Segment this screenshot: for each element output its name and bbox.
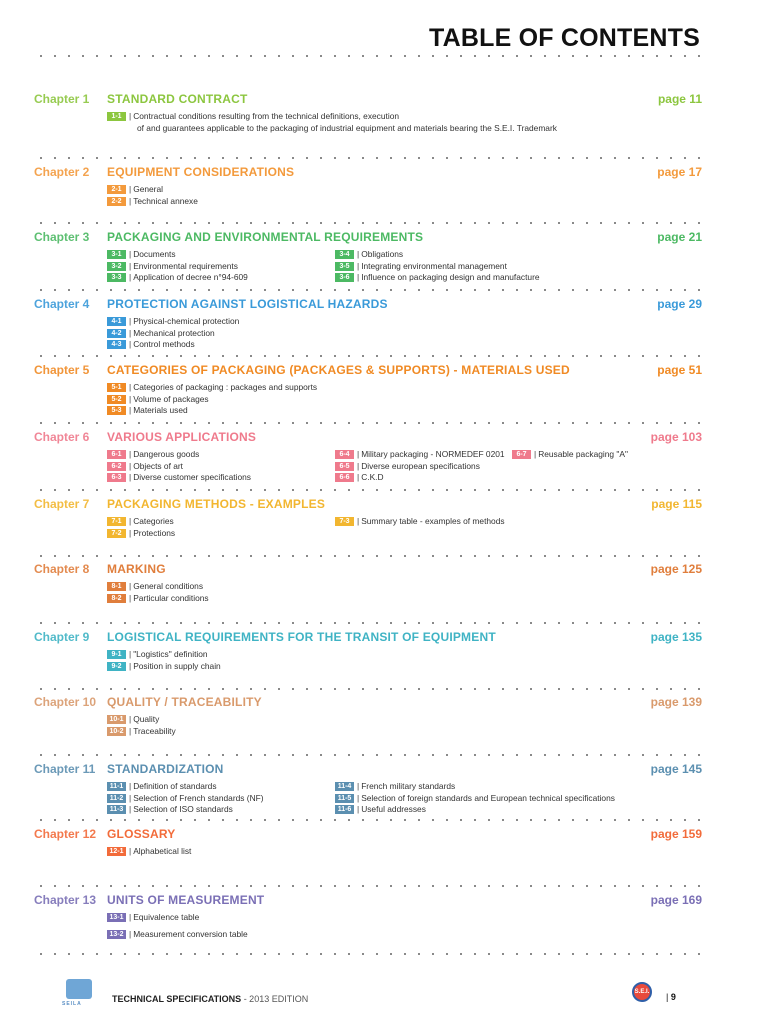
section-item[interactable] xyxy=(107,846,191,857)
section-text: C.K.D xyxy=(361,472,384,482)
section-item[interactable] xyxy=(335,449,505,460)
section-separator: | xyxy=(129,792,132,803)
section-separator: | xyxy=(129,393,132,404)
section-separator: | xyxy=(129,804,132,814)
section-text: Particular conditions xyxy=(133,592,209,603)
section-code-badge: 9-2 xyxy=(107,662,126,671)
chapter-title[interactable]: LOGISTICAL REQUIREMENTS FOR THE TRANSIT OF EQUIPMENT xyxy=(107,630,496,644)
dotted-divider xyxy=(34,289,702,291)
chapter-label: Chapter 6 xyxy=(34,430,90,444)
section-text: Position in supply chain xyxy=(133,660,221,671)
section-separator: | xyxy=(129,339,132,349)
section-item[interactable] xyxy=(107,405,188,416)
publication-title xyxy=(112,994,308,1004)
section-item[interactable] xyxy=(335,781,455,792)
section-text: Categories of packaging : packages and supports xyxy=(133,382,318,392)
section-code-badge: 11-2 xyxy=(107,794,126,803)
section-item[interactable] xyxy=(107,196,198,207)
section-separator: | xyxy=(129,912,132,922)
section-item[interactable] xyxy=(335,249,403,260)
section-code-badge: 11-4 xyxy=(335,782,354,791)
section-text: Traceability xyxy=(133,725,176,736)
seila-logo-text: SEILA xyxy=(62,1001,82,1007)
section-separator: | xyxy=(357,272,360,282)
section-text: Contractual conditions resulting from the technical definitions, execution xyxy=(133,111,400,121)
section-separator: | xyxy=(357,781,360,791)
section-item[interactable] xyxy=(107,461,183,472)
section-text: Integrating environmental management xyxy=(361,260,507,271)
page-title: TABLE OF CONTENTS xyxy=(429,24,700,52)
section-code-badge: 6-4 xyxy=(335,450,354,459)
chapter-title[interactable]: CATEGORIES OF PACKAGING (PACKAGES & SUPPORTS) - MATERIALS USED xyxy=(107,363,570,377)
section-item[interactable] xyxy=(107,328,215,339)
section-separator: | xyxy=(129,249,132,259)
chapter-label: Chapter 1 xyxy=(34,92,90,106)
chapter-title[interactable]: STANDARD CONTRACT xyxy=(107,92,248,106)
section-text: Military packaging - NORMEDEF 0201 xyxy=(361,449,505,459)
section-code-badge: 12-1 xyxy=(107,847,126,856)
chapter-page[interactable]: page 51 xyxy=(657,363,702,377)
section-text: "Logistics" definition xyxy=(133,649,208,659)
section-item[interactable] xyxy=(107,394,209,405)
dotted-divider xyxy=(34,355,702,357)
section-text: Measurement conversion table xyxy=(133,929,248,940)
publication-edition: - 2013 EDITION xyxy=(241,994,309,1004)
section-code-badge: 6-2 xyxy=(107,462,126,471)
section-text: Objects of art xyxy=(133,460,183,471)
section-item[interactable] xyxy=(107,581,203,592)
chapter-label: Chapter 2 xyxy=(34,165,90,179)
section-item[interactable] xyxy=(107,714,159,725)
dotted-divider xyxy=(34,754,702,756)
dotted-divider xyxy=(34,819,702,821)
section-text: Obligations xyxy=(361,249,404,259)
section-text: Control methods xyxy=(133,339,195,349)
section-code-badge: 3-4 xyxy=(335,250,354,259)
chapter-label: Chapter 12 xyxy=(34,827,97,841)
section-separator: | xyxy=(129,111,132,121)
section-item[interactable] xyxy=(107,261,238,272)
section-separator: | xyxy=(129,592,132,603)
section-text: Useful addresses xyxy=(361,804,426,814)
section-separator: | xyxy=(129,781,132,791)
section-text: Selection of foreign standards and European technical specifications xyxy=(361,792,615,803)
dotted-divider xyxy=(34,885,702,887)
dotted-divider xyxy=(34,953,702,955)
section-separator: | xyxy=(357,249,360,259)
section-code-badge: 6-3 xyxy=(107,473,126,482)
section-text: Environmental requirements xyxy=(133,260,238,271)
section-text: General xyxy=(133,184,163,194)
section-text: Quality xyxy=(133,714,160,724)
section-separator: | xyxy=(129,195,132,206)
section-text: General conditions xyxy=(133,581,204,591)
section-item[interactable] xyxy=(107,272,248,283)
chapter-page[interactable]: page 125 xyxy=(650,562,702,576)
section-separator: | xyxy=(129,260,132,271)
section-code-badge: 6-6 xyxy=(335,473,354,482)
section-code-badge: 6-1 xyxy=(107,450,126,459)
section-item[interactable] xyxy=(335,261,507,272)
section-item[interactable] xyxy=(107,804,233,815)
chapter-page[interactable]: page 103 xyxy=(650,430,702,444)
seila-logo-icon xyxy=(66,979,92,999)
section-item[interactable] xyxy=(107,793,264,804)
section-text: Documents xyxy=(133,249,176,259)
sei-logo-icon xyxy=(632,982,652,1002)
dotted-divider xyxy=(34,555,702,557)
section-separator: | xyxy=(129,184,132,194)
section-code-badge: 4-1 xyxy=(107,317,126,326)
page-number-value: 9 xyxy=(670,992,676,1002)
section-text: Dangerous goods xyxy=(133,449,200,459)
chapter-label: Chapter 4 xyxy=(34,297,90,311)
chapter-page[interactable]: page 29 xyxy=(657,297,702,311)
section-item[interactable] xyxy=(107,929,248,940)
section-separator: | xyxy=(129,327,132,338)
dotted-divider xyxy=(34,222,702,224)
section-item[interactable] xyxy=(107,516,174,527)
section-code-badge: 1-1 xyxy=(107,112,126,121)
section-item[interactable] xyxy=(335,472,384,483)
section-separator: | xyxy=(357,516,360,526)
section-text: Alphabetical list xyxy=(133,846,192,856)
section-separator: | xyxy=(357,472,360,482)
section-item[interactable] xyxy=(107,912,199,923)
section-separator: | xyxy=(129,929,132,940)
chapter-title[interactable]: VARIOUS APPLICATIONS xyxy=(107,430,257,444)
section-separator: | xyxy=(129,660,132,671)
section-code-badge: 11-6 xyxy=(335,805,354,814)
section-item[interactable] xyxy=(107,111,399,122)
chapter-page[interactable]: page 139 xyxy=(650,695,702,709)
section-text: Influence on packaging design and manufacture xyxy=(361,272,540,282)
section-item[interactable] xyxy=(335,461,480,472)
section-item[interactable] xyxy=(107,649,208,660)
section-separator: | xyxy=(129,405,132,415)
dotted-divider xyxy=(34,55,702,57)
chapter-label: Chapter 13 xyxy=(34,893,97,907)
chapter-page[interactable]: page 21 xyxy=(657,230,702,244)
section-text: French military standards xyxy=(361,781,456,791)
section-text: Diverse customer specifications xyxy=(133,472,251,482)
section-item[interactable] xyxy=(512,449,628,460)
dotted-divider xyxy=(34,688,702,690)
section-item[interactable] xyxy=(107,316,239,327)
section-separator: | xyxy=(129,649,132,659)
section-item[interactable] xyxy=(107,382,317,393)
chapter-label: Chapter 8 xyxy=(34,562,90,576)
chapter-title[interactable]: UNITS OF MEASUREMENT xyxy=(107,893,265,907)
section-code-badge: 2-2 xyxy=(107,197,126,206)
section-separator: | xyxy=(129,449,132,459)
section-code-badge: 3-6 xyxy=(335,273,354,282)
section-item[interactable] xyxy=(335,804,426,815)
chapter-title[interactable]: STANDARDIZATION xyxy=(107,762,224,776)
chapter-title[interactable]: MARKING xyxy=(107,562,166,576)
chapter-page[interactable]: page 135 xyxy=(650,630,702,644)
chapter-page[interactable]: page 169 xyxy=(650,893,702,907)
section-text: Materials used xyxy=(133,405,188,415)
chapter-title[interactable]: QUALITY / TRACEABILITY xyxy=(107,695,262,709)
section-separator: | xyxy=(534,449,537,459)
section-text: Definition of standards xyxy=(133,781,217,791)
section-separator: | xyxy=(129,725,132,736)
section-separator: | xyxy=(129,581,132,591)
chapter-label: Chapter 11 xyxy=(34,762,96,776)
section-code-badge: 5-2 xyxy=(107,395,126,404)
sei-logo-text: S.E.I. xyxy=(634,989,650,995)
section-text: Protections xyxy=(133,527,176,538)
section-code-badge: 6-5 xyxy=(335,462,354,471)
section-code-badge: 4-3 xyxy=(107,340,126,349)
section-separator: | xyxy=(129,516,132,526)
chapter-title[interactable]: GLOSSARY xyxy=(107,827,176,841)
footer xyxy=(0,975,768,1024)
section-item[interactable] xyxy=(107,449,199,460)
section-code-badge: 11-5 xyxy=(335,794,354,803)
section-item[interactable] xyxy=(107,593,209,604)
section-code-badge: 13-1 xyxy=(107,913,126,922)
section-text: Mechanical protection xyxy=(133,327,215,338)
section-text: Summary table - examples of methods xyxy=(361,516,505,526)
dotted-divider xyxy=(34,489,702,491)
dotted-divider xyxy=(34,157,702,159)
section-item[interactable] xyxy=(107,184,163,195)
section-code-badge: 7-2 xyxy=(107,529,126,538)
dotted-divider xyxy=(34,422,702,424)
section-item[interactable] xyxy=(107,472,251,483)
section-code-badge: 8-2 xyxy=(107,594,126,603)
section-text: Application of decree n°94-609 xyxy=(133,272,248,282)
section-code-badge: 5-1 xyxy=(107,383,126,392)
section-item[interactable] xyxy=(107,726,176,737)
page-number-separator: | xyxy=(666,992,669,1002)
section-code-badge: 2-1 xyxy=(107,185,126,194)
section-text: Selection of French standards (NF) xyxy=(133,792,264,803)
section-text: Selection of ISO standards xyxy=(133,804,233,814)
section-code-badge: 4-2 xyxy=(107,329,126,338)
section-text: Physical-chemical protection xyxy=(133,316,240,326)
section-code-badge: 11-1 xyxy=(107,782,126,791)
section-code-badge: 9-1 xyxy=(107,650,126,659)
section-separator: | xyxy=(129,527,132,538)
chapter-label: Chapter 7 xyxy=(34,497,90,511)
section-text: Volume of packages xyxy=(133,393,209,404)
chapter-label: Chapter 5 xyxy=(34,363,90,377)
section-text: Equivalence table xyxy=(133,912,200,922)
section-text: Technical annexe xyxy=(133,195,198,206)
section-separator: | xyxy=(129,846,132,856)
section-separator: | xyxy=(129,472,132,482)
section-code-badge: 3-3 xyxy=(107,273,126,282)
chapter-title[interactable]: PACKAGING METHODS - EXAMPLES xyxy=(107,497,326,511)
section-code-badge: 3-1 xyxy=(107,250,126,259)
section-separator: | xyxy=(129,382,132,392)
section-separator: | xyxy=(357,792,360,803)
publication-name: TECHNICAL SPECIFICATIONS xyxy=(112,994,242,1004)
section-separator: | xyxy=(357,449,360,459)
chapter-label: Chapter 9 xyxy=(34,630,90,644)
section-code-badge: 10-2 xyxy=(107,727,126,736)
section-text: Categories xyxy=(133,516,174,526)
chapter-page[interactable]: page 115 xyxy=(651,497,702,511)
chapter-page[interactable]: page 17 xyxy=(657,165,702,179)
section-item[interactable] xyxy=(335,793,615,804)
page-number xyxy=(666,992,676,1002)
section-item[interactable] xyxy=(107,661,221,672)
section-code-badge: 13-2 xyxy=(107,930,126,939)
section-item[interactable] xyxy=(107,781,217,792)
section-text: Diverse european specifications xyxy=(361,460,480,471)
section-separator: | xyxy=(357,804,360,814)
chapter-page[interactable]: page 159 xyxy=(650,827,702,841)
section-code-badge: 11-3 xyxy=(107,805,126,814)
section-item[interactable] xyxy=(107,528,175,539)
section-separator: | xyxy=(129,316,132,326)
chapter-title[interactable]: PROTECTION AGAINST LOGISTICAL HAZARDS xyxy=(107,297,388,311)
section-code-badge: 7-3 xyxy=(335,517,354,526)
section-separator: | xyxy=(357,260,360,271)
section-item[interactable] xyxy=(107,339,195,350)
section-code-badge: 5-3 xyxy=(107,406,126,415)
section-separator: | xyxy=(129,272,132,282)
section-item[interactable] xyxy=(107,249,176,260)
section-continuation: of and guarantees applicable to the packaging of industrial equipment and materials bearing the S.E.I. Trademark xyxy=(137,123,557,133)
section-code-badge: 7-1 xyxy=(107,517,126,526)
dotted-divider xyxy=(34,622,702,624)
section-code-badge: 6-7 xyxy=(512,450,531,459)
section-text: Reusable packaging "A" xyxy=(538,449,628,459)
chapter-page[interactable]: page 11 xyxy=(657,92,702,106)
section-item[interactable] xyxy=(335,516,505,527)
section-code-badge: 3-5 xyxy=(335,262,354,271)
chapter-label: Chapter 3 xyxy=(34,230,90,244)
chapter-title[interactable]: PACKAGING AND ENVIRONMENTAL REQUIREMENTS xyxy=(107,230,424,244)
chapter-page[interactable]: page 145 xyxy=(650,762,702,776)
section-code-badge: 8-1 xyxy=(107,582,126,591)
chapter-label: Chapter 10 xyxy=(34,695,97,709)
section-code-badge: 3-2 xyxy=(107,262,126,271)
section-code-badge: 10-1 xyxy=(107,715,126,724)
section-separator: | xyxy=(129,460,132,471)
section-separator: | xyxy=(357,460,360,471)
section-separator: | xyxy=(129,714,132,724)
section-item[interactable] xyxy=(335,272,540,283)
chapter-title[interactable]: EQUIPMENT CONSIDERATIONS xyxy=(107,165,295,179)
